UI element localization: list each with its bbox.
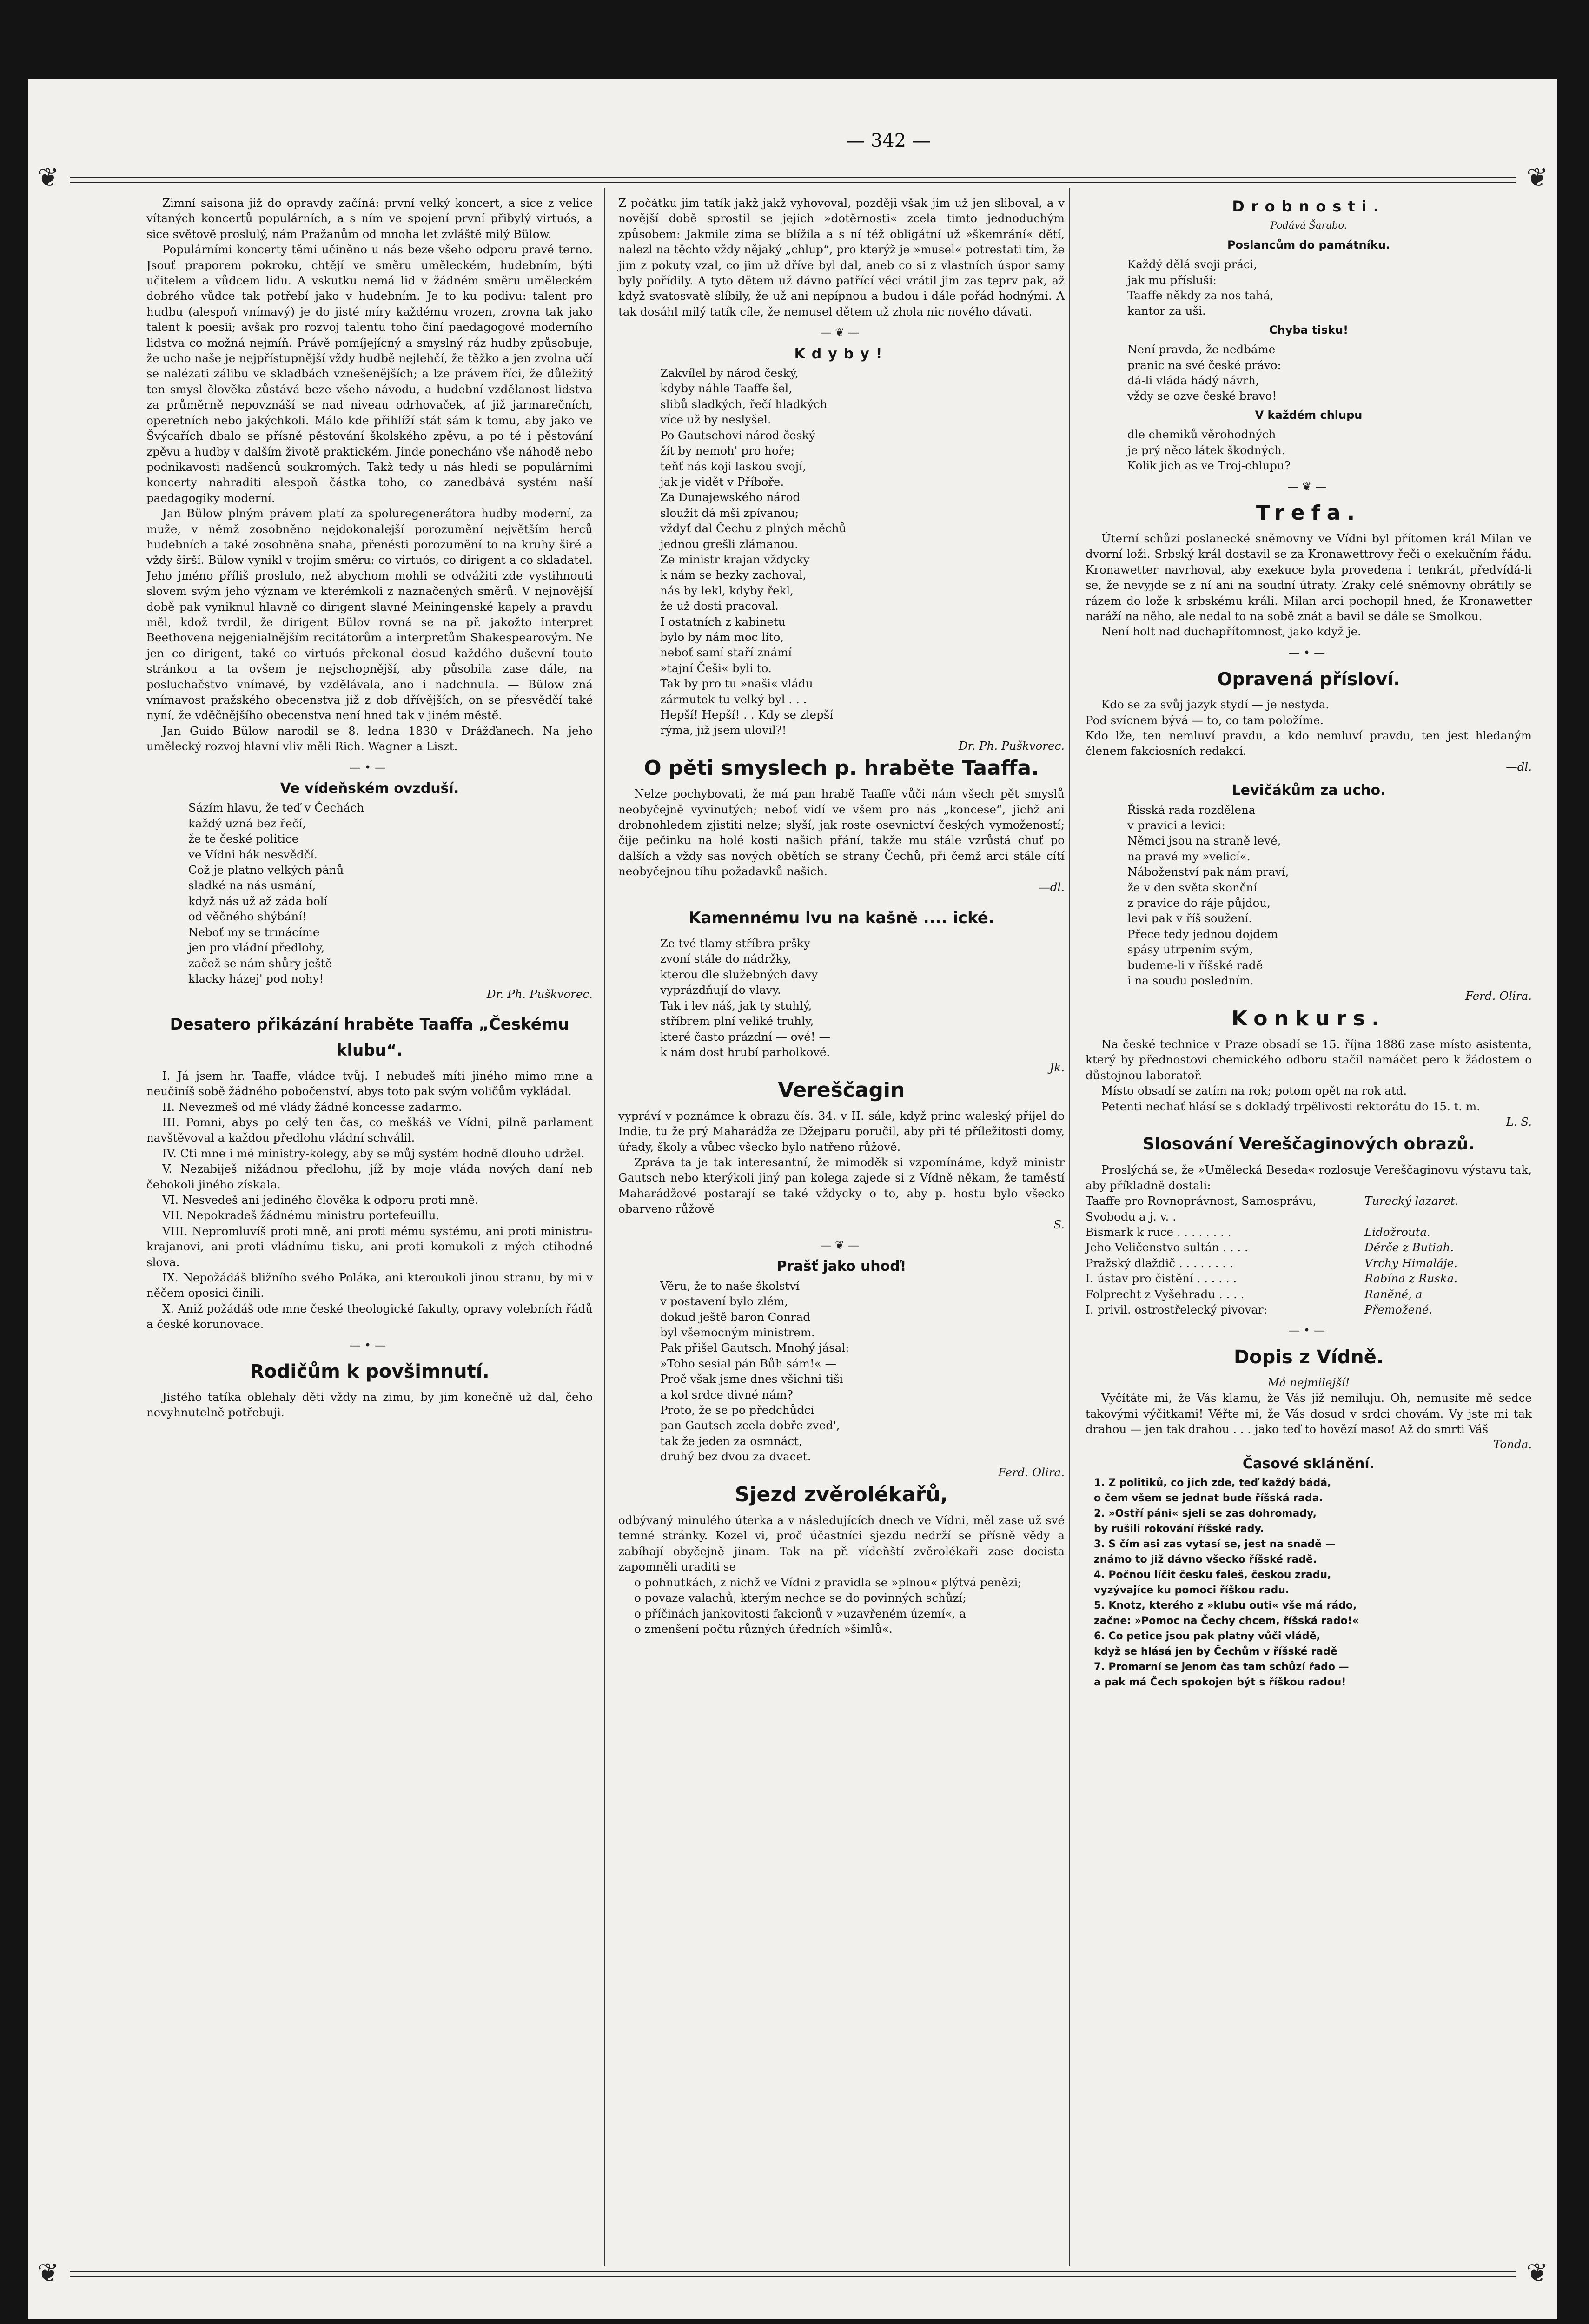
item-title: Chyba tisku! <box>1269 323 1349 337</box>
list-line: 1. Z politiků, co jich zde, teď každý bádá, <box>1094 1477 1331 1489</box>
article-paragraph: Populárními koncerty těmi učiněno u nás beze všeho odporu pravé terno. Jsouť praporem pokroku, chtějí ve směru uměleckém, hudebním, býti učitelem a vůdcem lidu. A vskutku nemá lid v žádném směru uměleckém dobrého vůdce tak potřebí jako v hudebním. Je to ku podivu: talent pro hudbu (alespoň vnímavý) je do jisté míry každému vrozen, zrovna tak jako talent k poesii; avšak pro rozvoj talentu toho činí paedagogové moderního lidstva co možná nejmíň. Právě pomíjejícný a smyslný ráz hudby způsobuje, že ucho naše je nejpřístupnější vždy hudbě nejlehčí, že těžko a jen zvolna učí se nalézati zálibu ve skladbách vznešenějších; a lze právem říci, že důležitý ten smysl člověka zůstává beze všeho návodu, a hudební vzdělanost lidstva za průměrně nepovznáší se nad niveau odrhovaček, ať již jarmarečních, operetních nebo jakýchkoli. Málo kde přihlíží stát sám k tomu, aby jako ve Švýcařích dbalo se přísně pěstování školského zpěvu, a po té i pěstování zpěvu a hudby v dalším životě praktickém. Jinde ponecháno vše náhodě nebo podnikavosti nadšenců soukromých. Takž tedy u nás hledí se populárními koncerty nahraditi alespoň částka toho, co zanedbává systém naší paedagogiky moderní. <box>146 243 593 505</box>
signature: Ferd. Olira. <box>998 1465 1065 1479</box>
poem-title: Kdyby! <box>794 345 889 362</box>
list-line: o čem všem se jednat bude říšská rada. <box>1094 1492 1323 1505</box>
poem-text: Ze tvé tlamy stříbra pršky zvoní stále do nádržky, kterou dle služebných davy vyprázdňují do vlavy. Tak i lev náš, jak ty stuhlý, stříbrem plní veliké truhly, které často prázdní — ové! — k nám dost hrubí parholkové. <box>660 937 830 1059</box>
signature: L. S. <box>1506 1115 1532 1129</box>
lottery-row <box>1086 1255 1532 1271</box>
section-title: Trefa. <box>1256 501 1362 525</box>
article-paragraph: Místo obsadí se zatím na rok; potom opět na rok atd. <box>1101 1084 1407 1098</box>
commandment: III. Pomni, abys po celý ten čas, co meškáš ve Vídni, pilně parlament navštěvoval a každou předlohu vládní schválil. <box>146 1115 593 1145</box>
lottery-row <box>1086 1302 1532 1317</box>
commandment: IX. Nepožádáš bližního svého Poláka, ani kteroukoli jinou stranu, by mi v něčem oposici činili. <box>146 1271 593 1300</box>
lottery-recipient: Jeho Veličenstvo sultán . . . . <box>1086 1241 1248 1254</box>
article-paragraph: Úterní schůzi poslanecké sněmovny ve Vídni byl přítomen král Milan ve dvorní loži. Srbský král dostavil se za Kronawettrovy řeči o exekučním řádu. Kronawetter navrhoval, aby exekuce byla provedena i tenkrát, předvídá-li se, že nevyjde se z ní ani na soudní útraty. Zraky celé sněmovny obrátily se rázem do lože k srbskému králi. Milan arci pochopil hned, že Kronawetter naráží na něho, ale nedal to na sobě znát a bavil se dále se Smolkou. <box>1086 531 1532 623</box>
corner-ornament-icon: ❦ <box>37 2258 59 2288</box>
divider-ornament-icon: —•— <box>1288 646 1329 659</box>
section-title: Desatero přikázání hraběte Taaffa „Českému klubu“. <box>170 1015 569 1060</box>
list-line: začne: »Pomoc na Čechy chcem, říšská rado!« <box>1094 1615 1359 1627</box>
signature: Ferd. Olira. <box>1465 989 1532 1003</box>
commandment: VIII. Nepromluvíš proti mně, ani proti mému systému, ani proti ministru-krajanovi, ani proti vládnímu tisku, ani proti komukoli z mých ctihodné slova. <box>146 1224 593 1269</box>
divider-ornament-icon: —❦— <box>820 326 863 339</box>
poem-text: Sázím hlavu, že teď v Čechách každý uzná bez řečí, že te české politice ve Vídni hák nesvědčí. Což je platno velkých pánů sladké na nás usmání, když nás už až záda bolí od věčného shýbání! Neboť my se trmácíme jen pro vládní předlohy, začež se nám shůry ještě klacky házej' pod nohy! <box>188 801 364 985</box>
lottery-recipient: I. ústav pro čistění . . . . . . <box>1086 1272 1237 1286</box>
signature: Dr. Ph. Puškvorec. <box>486 987 593 1001</box>
list-line: by rušili rokování říšské rady. <box>1094 1523 1265 1535</box>
byline: Podává Šarabo. <box>1270 220 1347 231</box>
section-title: Konkurs. <box>1231 1006 1386 1030</box>
column-3 <box>1086 195 1532 1690</box>
section-title: Vereščagin <box>778 1078 905 1102</box>
article-paragraph: Nelze pochybovati, že má pan hrabě Taaffe vůči nám všech pět smyslů neobyčejně vyvinutých; neboť vidí ve všem pro nás „koncese“, jichž ani drobnohledem zjistiti nelze; slyší, jak roste osevnictví českých vymožeností; čije pečinku na holé kosti našich přání, takže mu stále vzrůstá chuť po dalších a vždy sas nových obětích se strany Čechů, při čemž arci stále cítí neobyčejnou tíhu požadavků našich. <box>618 787 1065 878</box>
article-paragraph: Kdo se za svůj jazyk stydí — je nestyda. Pod svícnem bývá — to, co tam položíme. Kdo lže, ten nemluví pravdu, a kdo nemluví pravdu, ten jest hledaným členem fakciosních redakcí. <box>1086 698 1532 758</box>
lottery-painting: Děrče z Butiah. <box>1364 1241 1454 1254</box>
section-title: Drobnosti. <box>1232 198 1385 215</box>
article-paragraph: Jan Guido Bülow narodil se 8. ledna 1830 v Drážďanech. Na jeho umělecký rozvoj hlavní vliv měli Rich. Wagner a Liszt. <box>146 724 593 753</box>
lottery-painting: Lidožrouta. <box>1364 1225 1430 1239</box>
section-title: O pěti smyslech p. hraběte Taaffa. <box>644 756 1039 780</box>
lottery-painting: Raněné, a <box>1364 1287 1423 1301</box>
commandment: VII. Nepokradeš žádnému ministru portefeuillu. <box>162 1208 440 1222</box>
divider-ornament-icon: —•— <box>349 1338 390 1352</box>
poem-text: Není pravda, že nedbáme pranic na své české právo: dá-li vláda hádý návrh, vždy se ozve české bravo! <box>1127 343 1281 403</box>
poem-text: Věru, že to naše školství v postavení bylo zlém, dokud ještě baron Conrad byl všemocným ministrem. Pak přišel Gautsch. Mnohý jásal: »Toho sesial pán Bůh sám!« — Proč však jsme dnes všichni tiši a kol srdce divné nám? Proto, že se po předchůdci pan Gautsch zcela dobře zved', tak že jeden za osmnáct, druhý bez dvou za dvacet. <box>660 1279 849 1464</box>
poem-text: Zakvílel by národ český, kdyby náhle Taaffe šel, slibů sladkých, řečí hladkých více už by neslyšel. Po Gautschovi národ český žít by nemoh' pro hoře; teňť nás koji laskou svojí, jak je vidět v Příboře. Za Dunajewského národ sloužit dá mši zpívanou; vždyť dal Čechu z plných měchů jednou grešli zlámanou. Ze ministr krajan vždycky k nám se hezky zachoval, nás by lekl, kdyby řekl, že už dosti pracoval. I ostatních z kabinetu bylo by nám moc líto, neboť samí staří známí »tajní Češi« byli to. Tak by pro tu »naši« vládu zármutek tu velký byl . . . Hepší! Hepší! . . Kdy se zlepší rýma, již jsem ulovil?! <box>660 366 847 737</box>
list-line: 2. »Ostří páni« sjeli se zas dohromady, <box>1094 1508 1317 1520</box>
signature: S. <box>1053 1217 1065 1231</box>
article-paragraph: Zpráva ta je tak interesantní, že mimoděk si vzpomínáme, když ministr Gautsch nebo kterýkoli jiný pan kolega zajede si z Vídně někam, že taměstí Maharádžové postarají se také vždycky o to, aby p. hostu bylo všecko obarveno růžově <box>618 1155 1065 1216</box>
divider-ornament-icon: —❦— <box>1287 480 1331 493</box>
signature: —dl. <box>1039 880 1065 894</box>
article-paragraph: vypráví v poznámce k obrazu čís. 34. v II. sále, když princ waleský přijel do Indie, tu že prý Maharádža ze Džejparu poručil, aby při té příležitosti domy, úřady, školy a vůbec všecko bylo natřeno růžově. <box>618 1109 1065 1154</box>
corner-ornament-icon: ❦ <box>37 163 59 193</box>
divider-ornament-icon: —•— <box>349 760 390 774</box>
list-line: 3. S čím asi zas vytasí se, jest na snadě — <box>1094 1538 1336 1551</box>
section-title: Slosování Vereščaginových obrazů. <box>1142 1135 1475 1154</box>
list-line: 7. Promarní se jenom čas tam schůzí řado — <box>1094 1661 1349 1673</box>
article-paragraph: Jan Bülow plným právem platí za spoluregenerátora hudby moderní, za muže, v němž zosobněno nejdokonalejší porozumění největším herců hudebních a také zosobněna snaha, přenésti porozumění to na kruhy širé a vždy širší. Bülow vynikl v trojím směru: co virtuós, co dirigent a co skladatel. Jeho jméno příliš proslulo, než abychom mohli se odvážiti zde vystihnouti slovem svým jeho význam ve kterémkoli z naznačených směrů. V nejnovější době pak vyniknul hlavně co dirigent slavné Meiningenské kapely a pravdu měl, kdož tvrdil, že dirigent Bülov rovná se na př. jakožto interpret Beethovena nejgenialnějším recitátorům a interpretům Shakespearovým. Ne jen co dirigent, také co virtuós překonal dosud každého duševní touto stránkou a ta ovšem je nejschopnější, aby působila zase dále, na posluchačstvo vnímavé, by vzdělávala, ano i nadchnula. — Bülow zná vnímavost pražského obecenstva již z dob dřívějších, on se přesvědčí také nyní, že vděčnějšího obecenstva není hned tak v jiném městě. <box>146 507 593 722</box>
article-paragraph: o zmenšení počtu různých úředních »šimlů«. <box>634 1622 893 1636</box>
signature: Dr. Ph. Puškvorec. <box>958 739 1065 753</box>
lottery-painting: Turecký lazaret. <box>1364 1194 1459 1208</box>
lottery-painting: Rabína z Ruska. <box>1364 1272 1458 1286</box>
lottery-recipient: Folprecht z Vyšehradu . . . . <box>1086 1287 1245 1301</box>
lottery-row <box>1086 1287 1532 1302</box>
commandment: IV. Cti mne i mé ministry-kolegy, aby se můj systém hodně dlouho udržel. <box>162 1146 585 1160</box>
list-line: 4. Počnou líčit česku faleš, českou zradu, <box>1094 1569 1331 1581</box>
signature: —dl. <box>1506 759 1532 773</box>
declension-list <box>1086 1475 1532 1690</box>
divider-ornament-icon: —❦— <box>820 1238 863 1252</box>
lottery-recipient: Pražský dlaždič . . . . . . . . <box>1086 1256 1233 1270</box>
poem-title: Ve vídeňském ovzduší. <box>280 780 459 797</box>
lottery-recipient: I. privil. ostrostřelecký pivovar: <box>1086 1302 1267 1316</box>
list-line: a pak má Čech spokojen být s říškou radou! <box>1094 1677 1346 1689</box>
article-paragraph: o příčinách jankovitosti fakcionů v »uzavřeném území«, a <box>634 1606 966 1620</box>
commandment: V. Nezabiješ nižádnou předlohu, jíž by moje vláda nových daní neb čehokoli jiného získala. <box>146 1162 593 1191</box>
newspaper-page <box>28 79 1557 2319</box>
column-divider <box>1069 188 1070 2266</box>
lottery-painting: Přemožené. <box>1364 1302 1433 1316</box>
article-paragraph: Petenti nechať hlásí se s dokladý trpělivosti rektorátu do 15. t. m. <box>1101 1099 1481 1113</box>
commandment: I. Já jsem hr. Taaffe, vládce tvůj. I nebudeš míti jiného mimo mne a neučiníš sobě žádného pobočenství, abys toto pak svým voličům vykládal. <box>146 1069 593 1098</box>
column-2 <box>618 195 1065 1637</box>
lottery-row <box>1086 1224 1532 1240</box>
section-title: Sjezd zvěrolékařů, <box>735 1483 948 1507</box>
article-paragraph: Proslýchá se, že »Umělecká Beseda« rozlosuje Vereščaginovu výstavu tak, aby příkladně dostali: <box>1086 1163 1532 1192</box>
list-line: vyzývajíce ku pomoci říškou radu. <box>1094 1585 1290 1597</box>
poem-title: Prašť jako uhoď! <box>776 1258 907 1275</box>
column-divider <box>604 188 605 2266</box>
signature: Jk. <box>1049 1061 1065 1075</box>
signature: Tonda. <box>1493 1438 1532 1452</box>
top-double-rule <box>70 177 1516 183</box>
list-line: 5. Knotz, kterého z »klubu outi« vše má rádo, <box>1094 1600 1357 1612</box>
article-paragraph: Z počátku jim tatík jakž jakž vyhovoval, později však jim už jen sliboval, a v novější době sprostil se jejich »dotěrnosti« zcela timto jednoduchým způsobem: Jakmile zima se blížila a s ní též obligátní už »škemrání« dětí, nalezl na těchto vždy nějaký „chlup“, pro kterýž je »musel« potrestati tím, že jim z pokuty vzal, co jim už dříve byl dal, aneb co si z vlastních úspor samy byly pořídily. A tyto dětem už dávno patřící věci vrátil jim zas teprv pak, až když svatosvatě slíbily, že už ani nepípnou a budou i dále pořád hodnými. A tak dosáhl milý tatík cíle, že nemusel dětem už zhola nic nového dávati. <box>618 196 1065 318</box>
list-line: známo to již dávno všecko říšské radě. <box>1094 1554 1317 1566</box>
list-line: 6. Co petice jsou pak platny vůči vládě, <box>1094 1631 1320 1643</box>
commandment: II. Nevezmeš od mé vlády žádné koncesse zadarmo. <box>162 1100 462 1114</box>
section-title: Dopis z Vídně. <box>1233 1346 1384 1368</box>
article-paragraph: Není holt nad duchapřítomnost, jako když je. <box>1101 625 1361 639</box>
divider-ornament-icon: —•— <box>1288 1324 1329 1337</box>
lottery-recipient: Taaffe pro Rovnoprávnost, Samosprávu, Svobodu a j. v. . <box>1086 1194 1317 1223</box>
poem-text: Každý dělá svoji práci, jak mu přísluší: Taaffe někdy za nos tahá, kantor za uši. <box>1127 257 1274 318</box>
corner-ornament-icon: ❦ <box>1526 163 1548 193</box>
section-title: Časové sklánění. <box>1242 1455 1375 1472</box>
commandment: X. Aniž požádáš ode mne české theologické fakulty, opravy volebních řádů a české korunovace. <box>146 1301 593 1331</box>
section-title: Opravená přísloví. <box>1217 669 1400 690</box>
section-title: Kamennému lvu na kašně .... ické. <box>689 909 994 928</box>
article-paragraph: o pohnutkách, z nichž ve Vídni z pravidla se »plnou« plýtvá penězi; <box>634 1575 1022 1589</box>
poem-text: Řisská rada rozdělena v pravici a levici: Němci jsou na straně levé, na pravé my »velicí«. Náboženství pak nám praví, že v den světa skonční z pravice do ráje půjdou, levi pak v říš soužení. Přece tedy jednou dojdem spásy utrpením svým, budeme-li v říšské radě i na soudu posledním. <box>1127 803 1289 988</box>
bottom-double-rule <box>70 2271 1516 2277</box>
commandment: VI. Nesvedeš ani jediného člověka k odporu proti mně. <box>162 1193 479 1207</box>
article-paragraph: Zimní saisona již do opravdy začíná: první velký koncert, a sice z velice vítaných koncertů populárních, a s ním ve spojení první přibylý virtuós, a sice světově proslulý, nám Pražanům od mnoha let zvláště milý Bülow. <box>146 196 593 241</box>
lottery-row <box>1086 1271 1532 1286</box>
corner-ornament-icon: ❦ <box>1526 2258 1548 2288</box>
page-number: — 342 — <box>846 130 931 152</box>
poem-title: Levičákům za ucho. <box>1231 782 1386 799</box>
article-paragraph: Na české technice v Praze obsadí se 15. října 1886 zase místo asistenta, který by přednostovi chemického odboru stačil namáčet pero k žádostem o důstojnou laboratoř. <box>1086 1037 1532 1082</box>
item-title: Poslancům do památníku. <box>1227 238 1390 251</box>
article-paragraph: Jistého tatíka oblehaly děti vždy na zimu, by jim konečně už dal, čeho nevyhnutelně potřebuji. <box>146 1390 593 1419</box>
lottery-row <box>1086 1193 1532 1224</box>
section-title: Rodičům k povšimnutí. <box>250 1361 490 1383</box>
lottery-recipient: Bismark k ruce . . . . . . . . <box>1086 1225 1231 1239</box>
lottery-painting: Vrchy Himaláje. <box>1364 1256 1457 1270</box>
article-paragraph: odbývaný minulého úterka a v následujících dnech ve Vídni, měl zase už své temné stránky. Kozel vi, proč účastníci sjezdu nedrží se přísně vědy a zabíhají obyčejně jinam. Tak na př. vídeňští zvěrolékaři zase docista zapomněli uraditi se <box>618 1513 1065 1574</box>
lottery-row <box>1086 1240 1532 1255</box>
list-line: když se hlásá jen by Čechům v říšské radě <box>1094 1646 1337 1658</box>
column-1 <box>146 195 593 1420</box>
item-title: V každém chlupu <box>1255 408 1363 422</box>
salutation: Má nejmilejší! <box>1267 1375 1350 1389</box>
article-paragraph: o povaze valachů, kterým nechce se do povinných schůzí; <box>634 1591 967 1605</box>
poem-text: dle chemiků věrohodných je prý něco látek škodných. Kolik jich as ve Troj-chlupu? <box>1127 428 1291 473</box>
article-paragraph: Vyčítáte mi, že Vás klamu, že Vás již nemiluju. Oh, nemusíte mě sedce takovými výčitkami! Věřte mi, že Vás dosud v srdci chovám. Vy jste mi tak drahou — jen tak drahou . . . jako teď to hovězí maso! Až do smrti Váš <box>1086 1391 1532 1436</box>
